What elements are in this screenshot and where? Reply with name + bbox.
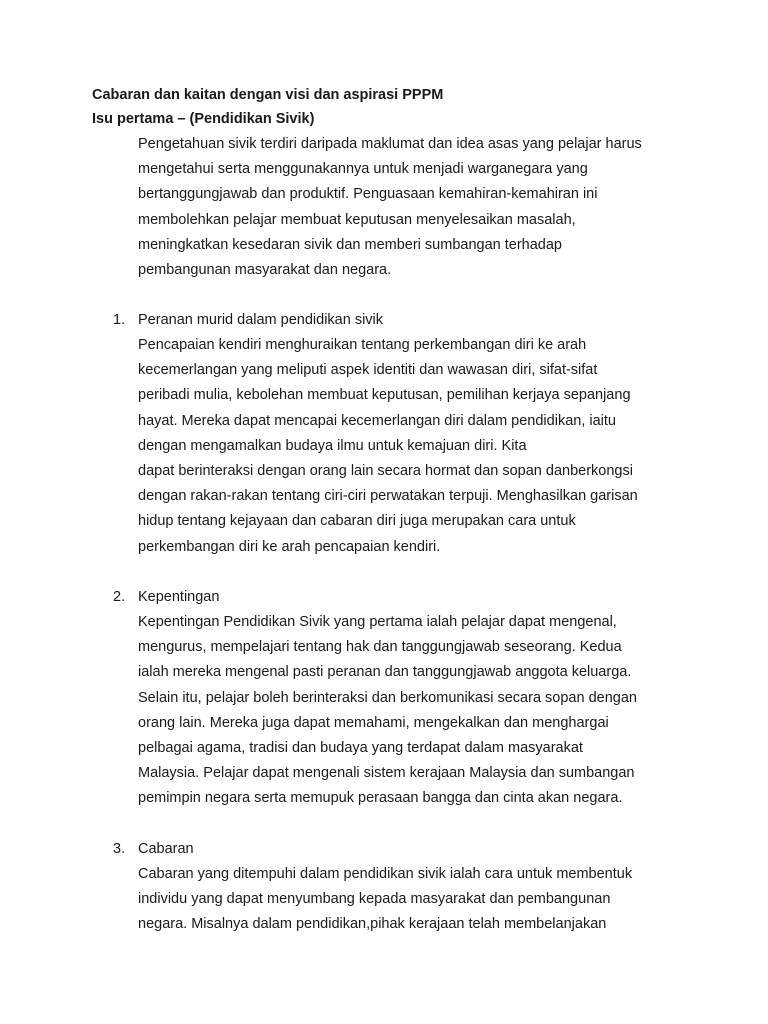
paragraph-line: Malaysia. Pelajar dapat mengenali sistem kerajaan Malaysia dan sumbangan [138, 765, 635, 782]
section-number: 3. [113, 841, 126, 857]
section-number: 2. [113, 589, 126, 605]
section-paragraph [138, 862, 698, 938]
paragraph-line: Pengetahuan sivik terdiri daripada maklumat dan idea asas yang pelajar harus [138, 136, 642, 152]
issue-heading: Isu pertama – (Pendidikan Sivik) [92, 111, 315, 127]
intro-paragraph [138, 132, 698, 283]
paragraph-line: negara. Misalnya dalam pendidikan,pihak kerajaan telah membelanjakan [138, 916, 607, 933]
paragraph-line: individu yang dapat menyumbang kepada masyarakat dan pembangunan [138, 891, 611, 908]
document-title: Cabaran dan kaitan dengan visi dan aspirasi PPPM [92, 87, 444, 103]
paragraph-line: ialah mereka mengenal pasti peranan dan tanggungjawab anggota keluarga. [138, 664, 632, 681]
paragraph-line: hayat. Mereka dapat mencapai kecemerlangan diri dalam pendidikan, iaitu [138, 412, 616, 429]
paragraph-line: bertanggungjawab dan produktif. Penguasaan kemahiran-kemahiran ini [138, 186, 598, 203]
paragraph-line: orang lain. Mereka juga dapat memahami, mengekalkan dan menghargai [138, 714, 609, 731]
section-number: 1. [113, 312, 126, 328]
section-title: Peranan murid dalam pendidikan sivik [138, 312, 384, 328]
paragraph-line: dengan mengamalkan budaya ilmu untuk kemajuan diri. Kita [138, 437, 527, 454]
paragraph-line: pembangunan masyarakat dan negara. [138, 261, 392, 278]
paragraph-line: mengurus, mempelajari tentang hak dan tanggungjawab seseorang. Kedua [138, 639, 622, 656]
section-title: Kepentingan [138, 589, 220, 605]
paragraph-line: perkembangan diri ke arah pencapaian kendiri. [138, 538, 441, 555]
paragraph-line: Kepentingan Pendidikan Sivik yang pertama ialah pelajar dapat mengenal, [138, 614, 617, 630]
paragraph-line: pelbagai agama, tradisi dan budaya yang terdapat dalam masyarakat [138, 739, 583, 756]
paragraph-line: pemimpin negara serta memupuk perasaan bangga dan cinta akan negara. [138, 790, 623, 807]
paragraph-line: Pencapaian kendiri menghuraikan tentang perkembangan diri ke arah [138, 337, 587, 353]
section-paragraph [138, 610, 698, 812]
section-paragraph [138, 333, 698, 560]
paragraph-line: dapat berinteraksi dengan orang lain secara hormat dan sopan danberkongsi [138, 462, 633, 479]
paragraph-line: mengetahui serta menggunakannya untuk menjadi warganegara yang [138, 161, 588, 178]
paragraph-line: dengan rakan-rakan tentang ciri-ciri perwatakan terpuji. Menghasilkan garisan [138, 488, 638, 505]
paragraph-line: peribadi mulia, kebolehan membuat keputusan, pemilihan kerjaya sepanjang [138, 387, 631, 404]
paragraph-line: membolehkan pelajar membuat keputusan menyelesaikan masalah, [138, 211, 576, 228]
paragraph-line: Cabaran yang ditempuhi dalam pendidikan sivik ialah cara untuk membentuk [138, 866, 633, 882]
paragraph-line: kecemerlangan yang meliputi aspek identiti dan wawasan diri, sifat-sifat [138, 362, 598, 379]
paragraph-line: hidup tentang kejayaan dan cabaran diri juga merupakan cara untuk [138, 513, 576, 530]
paragraph-line: meningkatkan kesedaran sivik dan memberi sumbangan terhadap [138, 236, 562, 253]
section-title: Cabaran [138, 841, 194, 857]
paragraph-line: Selain itu, pelajar boleh berinteraksi dan berkomunikasi secara sopan dengan [138, 689, 637, 706]
